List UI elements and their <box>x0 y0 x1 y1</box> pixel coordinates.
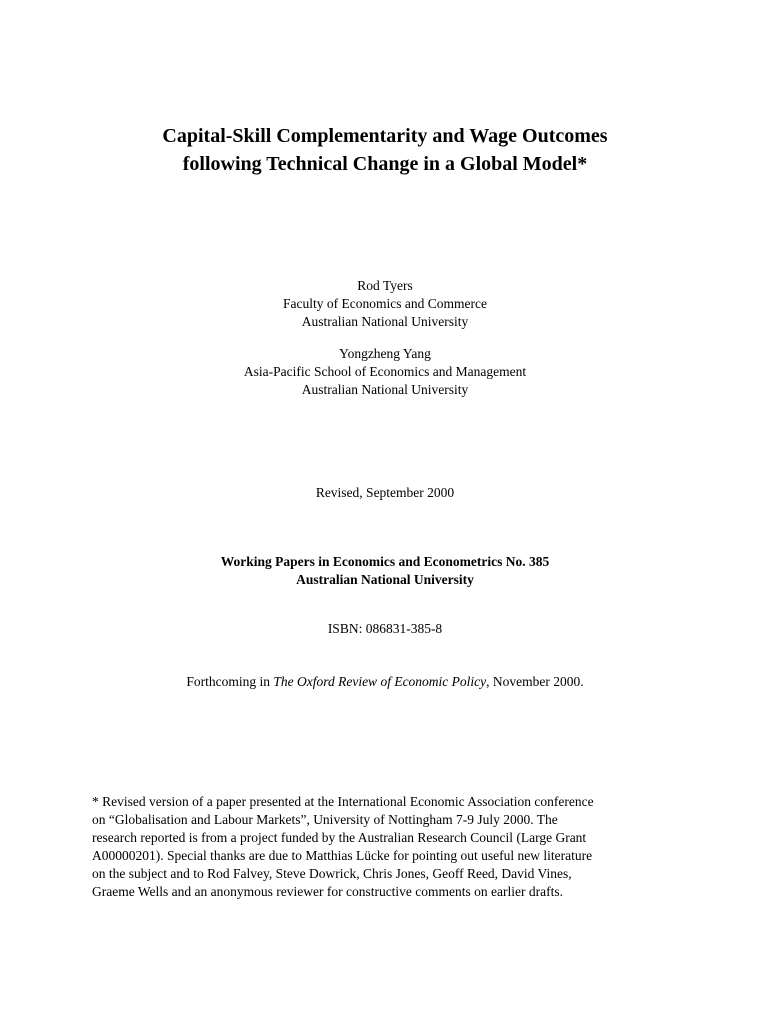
working-paper-series <box>0 553 770 589</box>
author-institution: Australian National University <box>301 314 469 329</box>
paper-title <box>0 122 770 178</box>
author-affiliation: Faculty of Economics and Commerce <box>283 296 487 311</box>
forthcoming-prefix: Forthcoming in <box>186 674 274 689</box>
forthcoming-line <box>0 673 770 691</box>
footnote-line: Graeme Wells and an anonymous reviewer for constructive comments on earlier drafts. <box>92 884 563 899</box>
isbn <box>0 620 770 638</box>
author-institution: Australian National University <box>301 382 469 397</box>
journal-name: The Oxford Review of Economic Policy <box>273 674 487 689</box>
author-block-1 <box>0 277 770 331</box>
forthcoming-note <box>0 673 770 691</box>
forthcoming-suffix: , November 2000. <box>486 674 584 689</box>
footnote-line: on “Globalisation and Labour Markets”, University of Nottingham 7-9 July 2000. The <box>92 812 558 827</box>
footnote-line: A00000201). Special thanks are due to Matthias Lücke for pointing out useful new literature <box>92 848 593 863</box>
author-name: Yongzheng Yang <box>339 346 431 361</box>
footnote-line: on the subject and to Rod Falvey, Steve Dowrick, Chris Jones, Geoff Reed, David Vines, <box>92 866 572 881</box>
author-name: Rod Tyers <box>357 278 413 293</box>
isbn-text: ISBN: 086831-385-8 <box>327 621 443 636</box>
author-block-2 <box>0 345 770 399</box>
author-affiliation: Asia-Pacific School of Economics and Management <box>243 364 527 379</box>
footnote-line: * Revised version of a paper presented at the International Economic Association conference <box>92 794 594 809</box>
revision-date-text: Revised, September 2000 <box>315 485 455 500</box>
working-paper-line-1: Working Papers in Economics and Econometrics No. 385 <box>220 554 550 569</box>
title-line-1: Capital-Skill Complementarity and Wage Outcomes <box>162 125 608 147</box>
title-line-2: following Technical Change in a Global Model* <box>182 153 588 175</box>
acknowledgement-footnote <box>92 793 692 901</box>
revision-date <box>0 484 770 502</box>
footnote-line: research reported is from a project funded by the Australian Research Council (Large Grant <box>92 830 587 845</box>
working-paper-line-2: Australian National University <box>296 572 474 587</box>
